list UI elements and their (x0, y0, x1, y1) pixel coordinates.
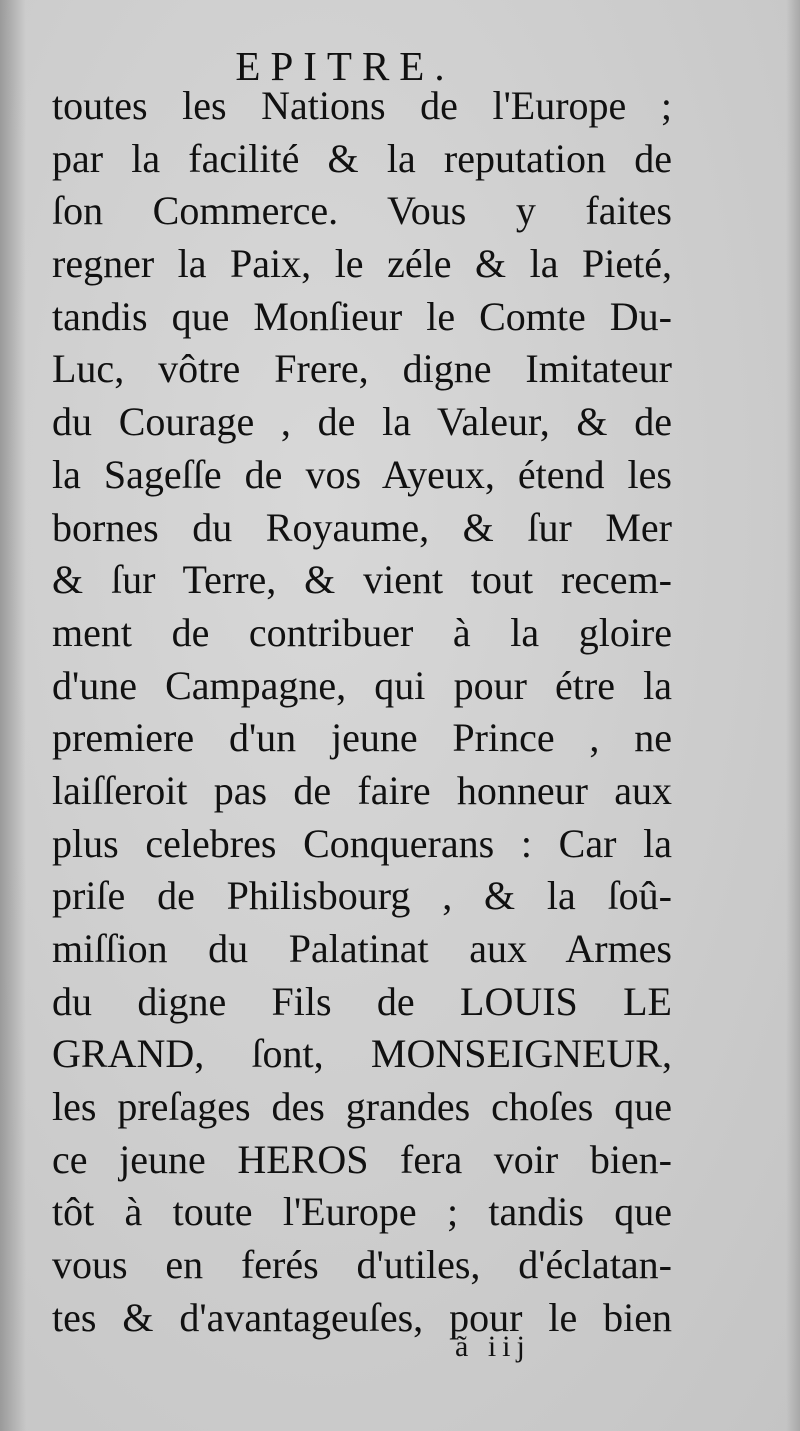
text-line: les preſages des grandes choſes que (52, 1084, 672, 1130)
text-line: du digne Fils de LOUIS LE (52, 978, 672, 1024)
text-line: ce jeune HEROS fera voir bien- (52, 1136, 672, 1182)
text-line: & ſur Terre, & vient tout recem- (52, 557, 672, 603)
running-head: EPITRE. (235, 43, 455, 89)
text-line: priſe de Philisbourg , & la ſoû- (52, 873, 672, 919)
text-line: premiere d'un jeune Prince , ne (52, 715, 672, 761)
text-line: tôt à toute l'Europe ; tandis que (52, 1189, 672, 1235)
text-line: regner la Paix, le zéle & la Pieté, (52, 241, 672, 287)
text-line: miſſion du Palatinat aux Armes (52, 926, 672, 971)
signature-mark: ã iij (455, 1330, 531, 1363)
text-line: tandis que Monſieur le Comte Du- (52, 293, 672, 339)
text-line: Luc, vôtre Frere, digne Imitateur (52, 346, 672, 392)
text-line: tes & d'avantageuſes, pour le bien (52, 1294, 672, 1340)
text-line: GRAND, ſont, MONSEIGNEUR, (52, 1031, 672, 1077)
text-line: d'une Campagne, qui pour étre la (52, 662, 672, 708)
text-line: par la facilité & la reputation de (52, 135, 672, 181)
text-line: plus celebres Conquerans : Car la (52, 820, 672, 866)
text-line: toutes les Nations de l'Europe ; (52, 83, 672, 128)
text-line: du Courage , de la Valeur, & de (52, 399, 672, 445)
text-line: ment de contribuer à la gloire (52, 609, 672, 655)
text-line: bornes du Royaume, & ſur Mer (52, 504, 672, 550)
text-line: ſon Commerce. Vous y faites (52, 188, 672, 234)
text-line: la Sageſſe de vos Ayeux, étend les (52, 451, 672, 497)
body-text (52, 80, 672, 1345)
text-line: vous en ferés d'utiles, d'éclatan- (52, 1242, 672, 1288)
text-line: laiſſeroit pas de faire honneur aux (52, 767, 672, 813)
